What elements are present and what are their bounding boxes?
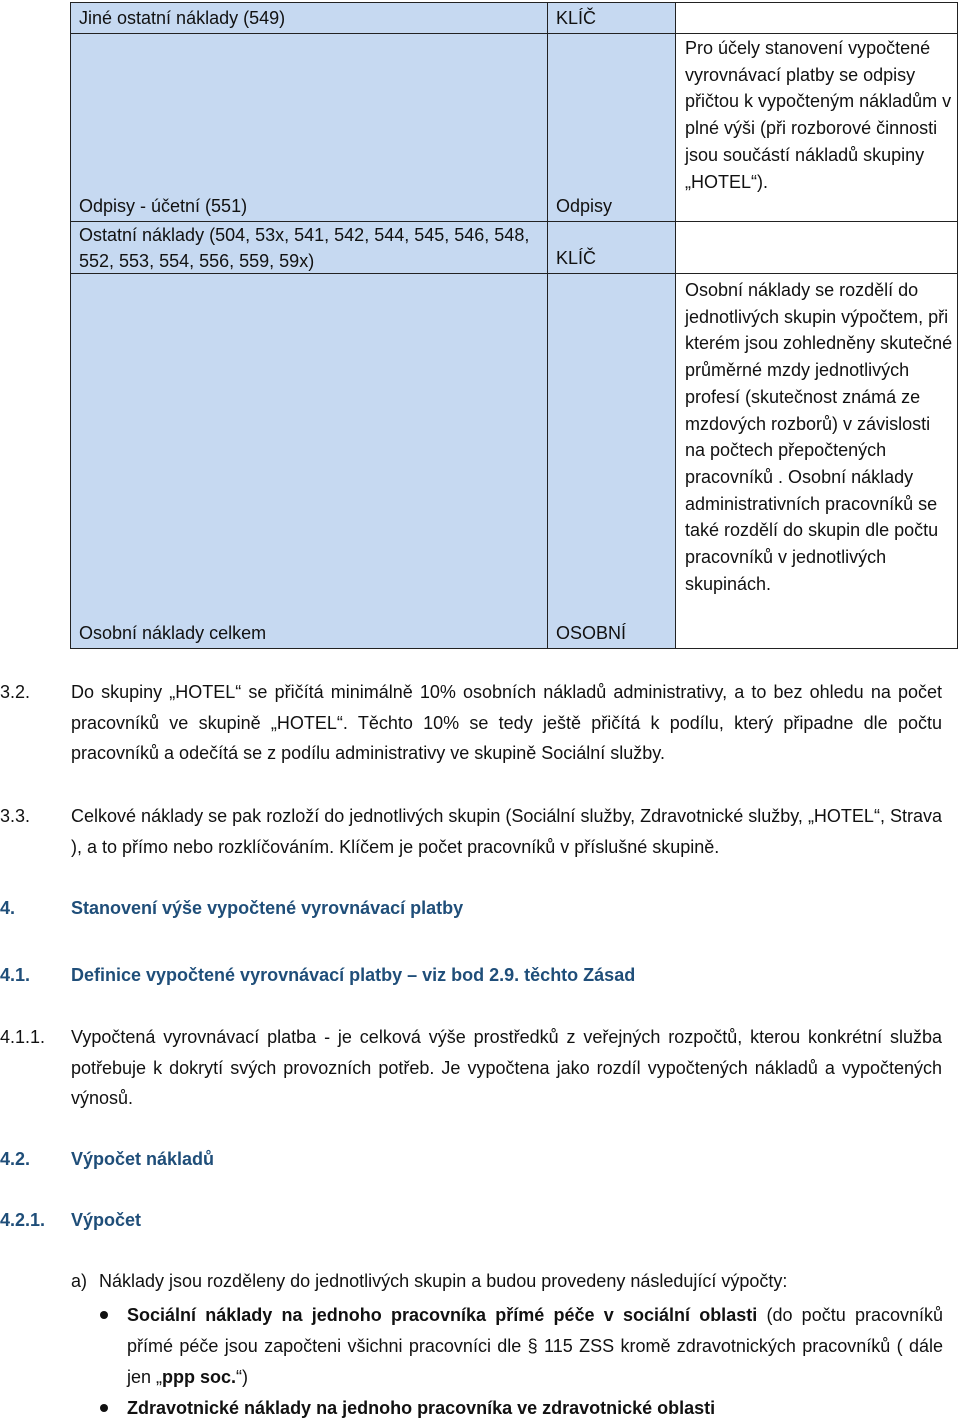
bullet-list	[71, 1300, 943, 1424]
section-paragraph: Do skupiny „HOTEL“ se přičítá minimálně 10% osobních nákladů administrativy, a to bez ohledu na počet pracovníků ve skupině „HOTEL“. Těchto 10% se tedy ještě přičítá k podílu, který připadne dle počtu pracovníků a odečítá se z podílu administrativy ve skupině Sociální služby.	[71, 682, 942, 763]
table-row-note	[675, 2, 958, 34]
cost-allocation-table	[70, 2, 958, 649]
list-item-marker: a)	[71, 1271, 88, 1291]
list-item: Zdravotnické náklady na jednoho pracovníka ve zdravotnické oblasti	[71, 1393, 943, 1424]
heading-number: 4.2.1.	[0, 1210, 46, 1230]
section-number: 3.2.	[0, 682, 31, 702]
section-number: 4.1.1.	[0, 1027, 46, 1047]
table-row-key: Odpisy	[547, 33, 676, 222]
section-paragraph: Vypočtená vyrovnávací platba - je celková výše prostředků z veřejných rozpočtů, kterou konkrétní služba potřebuje k dokrytí svých provozních potřeb. Je vypočtena jako rozdíl vypočtených nákladů a vypočtených výnosů.	[71, 1027, 942, 1108]
table-row-key: OSOBNÍ	[547, 273, 676, 649]
heading-number: 4.	[0, 898, 16, 918]
table-row-note: Osobní náklady se rozdělí do jednotlivých skupin výpočtem, při kterém jsou zohledněny skutečné průměrné mzdy jednotlivých profesí (skutečnost známá ze mzdových rozborů) v závislosti na počtech přepočtených pracovníků . Osobní náklady administrativních pracovníků se také rozdělí do skupin dle počtu pracovníků v jednotlivých skupinách.	[675, 273, 958, 649]
table-row-key: KLÍČ	[547, 221, 676, 274]
list-item: Sociální náklady na jednoho pracovníka přímé péče v sociální oblasti (do počtu pracovníků přímé péče jsou započteni všichni pracovníci dle § 115 ZSS kromě zdravotnických pracovníků ( dále jen „ppp soc.“)	[71, 1300, 943, 1393]
table-row-label: Osobní náklady celkem	[70, 273, 548, 649]
list-item-text: Náklady jsou rozděleny do jednotlivých skupin a budou provedeny následující výpočty:	[99, 1271, 788, 1291]
table-row-label: Ostatní náklady (504, 53x, 541, 542, 544, 545, 546, 548, 552, 553, 554, 556, 559, 59x)	[70, 221, 548, 274]
heading-number: 4.1.	[0, 965, 31, 985]
table-row-label: Jiné ostatní náklady (549)	[70, 2, 548, 34]
bullet-icon	[100, 1404, 108, 1412]
table-row-note	[675, 221, 958, 274]
section-heading: Výpočet	[71, 1210, 142, 1230]
section-heading: Výpočet nákladů	[71, 1149, 215, 1169]
section-number: 3.3.	[0, 806, 31, 826]
section-heading: Definice vypočtené vyrovnávací platby – viz bod 2.9. těchto Zásad	[71, 965, 636, 985]
table-row-note: Pro účely stanovení vypočtené vyrovnávací platby se odpisy přičtou k vypočteným nákladům v plné výši (při rozborové činnosti jsou součástí nákladů skupiny „HOTEL“).	[675, 33, 958, 222]
table-row-key: KLÍČ	[547, 2, 676, 34]
heading-number: 4.2.	[0, 1149, 31, 1169]
bullet-icon	[100, 1311, 108, 1319]
table-row-label: Odpisy - účetní (551)	[70, 33, 548, 222]
section-paragraph: Celkové náklady se pak rozloží do jednotlivých skupin (Sociální služby, Zdravotnické služby, „HOTEL“, Strava ), a to přímo nebo rozklíčováním. Klíčem je počet pracovníků v příslušné skupině.	[71, 806, 942, 857]
section-heading: Stanovení výše vypočtené vyrovnávací platby	[71, 898, 464, 918]
